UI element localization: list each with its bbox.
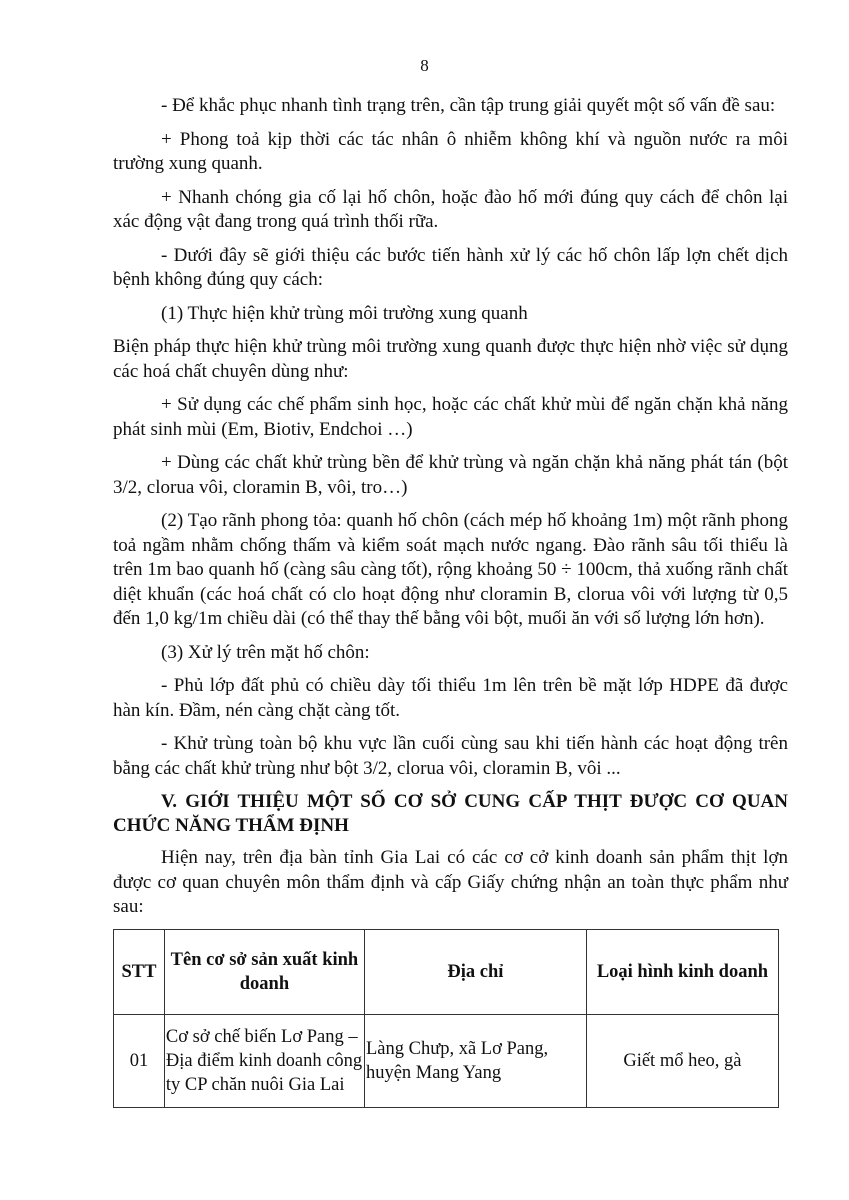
cell-stt: 01 [114,1014,165,1107]
paragraph: + Sử dụng các chế phẩm sinh học, hoặc các chất khử mùi để ngăn chặn khả năng phát sinh mùi (Em, Biotiv, Endchoi …) [113,394,788,440]
column-header-name: Tên cơ sở sản xuất kinh doanh [164,929,364,1014]
paragraph: + Dùng các chất khử trùng bền để khử trùng và ngăn chặn khả năng phát tán (bột 3/2, clorua vôi, cloramin B, vôi, tro…) [113,452,788,498]
facility-table [113,929,779,1108]
paragraph: (2) Tạo rãnh phong tỏa: quanh hố chôn (cách mép hố khoảng 1m) một rãnh phong toả ngầm nhằm chống thấm và kiểm soát mạch nước ngang. Đào rãnh sâu tối thiểu là trên 1m bao quanh hố (càng sâu càng tốt), rộng khoảng 50 ÷ 100cm, thả xuống rãnh chất diệt khuẩn (các hoá chất có clo hoạt động như cloramin B, clorua vôi với lượng từ 0,5 đến 1,0 kg/1m chiều dài (có thể thay thế bằng vôi bột, muối ăn với số lượng lớn hơn). [113,510,788,629]
column-header-business-type: Loại hình kinh doanh [586,929,778,1014]
paragraph: - Dưới đây sẽ giới thiệu các bước tiến hành xử lý các hố chôn lấp lợn chết dịch bệnh không đúng quy cách: [113,244,788,290]
paragraph: (1) Thực hiện khử trùng môi trường xung quanh [161,302,528,324]
paragraph: + Nhanh chóng gia cố lại hố chôn, hoặc đào hố mới đúng quy cách để chôn lại xác động vật đang trong quá trình thối rữa. [113,186,788,232]
document-body [113,94,788,1108]
section-heading: V. GIỚI THIỆU MỘT SỐ CƠ SỞ CUNG CẤP THỊT ĐƯỢC CƠ QUAN CHỨC NĂNG THẨM ĐỊNH [113,791,788,836]
paragraph: - Phủ lớp đất phủ có chiều dày tối thiểu 1m lên trên bề mặt lớp HDPE đã được hàn kín. Đầm, nén càng chặt càng tốt. [113,675,788,721]
paragraph: - Để khắc phục nhanh tình trạng trên, cần tập trung giải quyết một số vấn đề sau: [161,95,776,116]
cell-address: Làng Chưp, xã Lơ Pang, huyện Mang Yang [364,1014,586,1107]
intro-paragraph: Hiện nay, trên địa bàn tỉnh Gia Lai có các cơ cở kinh doanh sản phẩm thịt lợn được cơ quan chuyên môn thẩm định và cấp Giấy chứng nhận an toàn thực phẩm như sau: [113,847,788,917]
cell-business-type: Giết mổ heo, gà [586,1014,778,1107]
table-header-row [114,929,779,1014]
paragraph: Biện pháp thực hiện khử trùng môi trường xung quanh được thực hiện nhờ việc sử dụng các hoá chất chuyên dùng như: [113,336,788,382]
table-row [114,1014,779,1107]
column-header-address: Địa chỉ [364,929,586,1014]
paragraph: + Phong toả kịp thời các tác nhân ô nhiễm không khí và nguồn nước ra môi trường xung quanh. [113,128,788,174]
cell-name: Cơ sở chế biến Lơ Pang – Địa điểm kinh doanh công ty CP chăn nuôi Gia Lai [164,1014,364,1107]
paragraph: - Khử trùng toàn bộ khu vực lần cuối cùng sau khi tiến hành các hoạt động trên bằng các chất khử trùng như bột 3/2, clorua vôi, cloramin B, vôi ... [113,733,788,779]
page-number: 8 [420,56,429,75]
paragraph: (3) Xử lý trên mặt hố chôn: [161,641,370,663]
column-header-stt: STT [114,929,165,1014]
